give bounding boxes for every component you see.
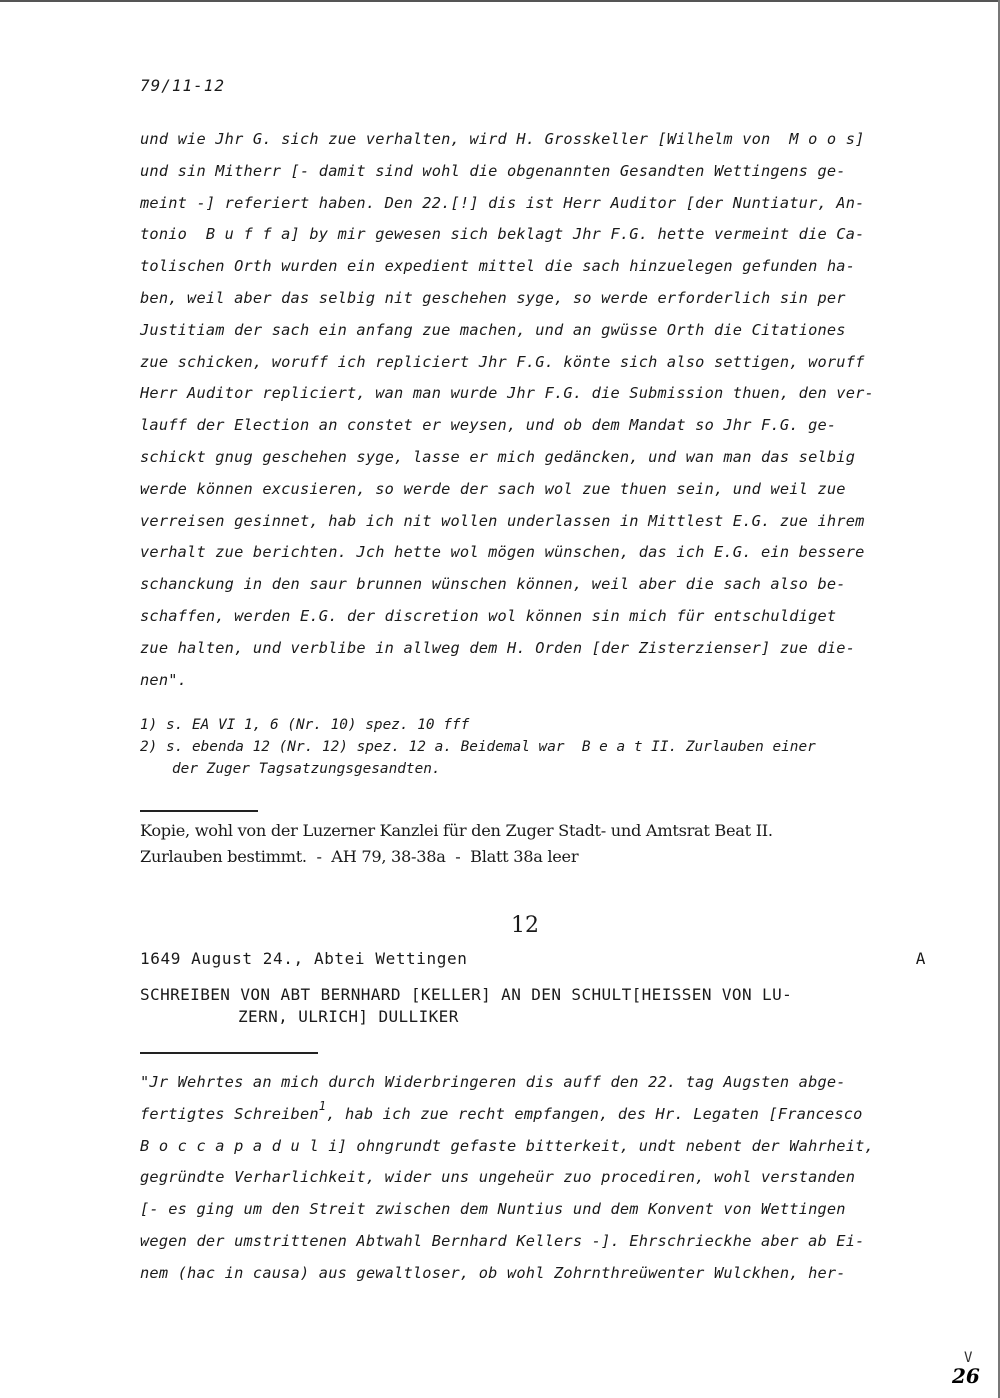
source-note-line: Kopie, wohl von der Luzerner Kanzlei für den Zuger Stadt- und Amtsrat Beat II. [140, 821, 773, 840]
text-line: und wie Jhr G. sich zue verhalten, wird H. Grosskeller [Wilhelm von M o o s] [140, 130, 865, 148]
document-number: 12 [511, 913, 539, 938]
text-line: verhalt zue berichten. Jch hette wol mögen wünschen, das ich E.G. ein bessere [140, 543, 865, 562]
handwritten-folio-number: 26 [952, 1364, 980, 1388]
page-identifier: 79/11-12 [140, 76, 226, 95]
text-line: zue schicken, woruff ich repliciert Jhr F.G. könte sich also settigen, woruff [140, 352, 865, 371]
text-line: B o c c a p a d u l i] ohngrundt gefaste bitterkeit, undt nebent der Wahrheit, [140, 1136, 874, 1155]
footnote-2: 2) s. ebenda 12 (Nr. 12) spez. 12 a. Beidemal war B e a t II. Zurlauben einer [140, 739, 816, 755]
text-line: und sin Mitherr [- damit sind wohl die obgenannten Gesandten Wettingens ge- [140, 161, 846, 180]
footnotes [140, 714, 940, 780]
text-line: nen". [140, 670, 188, 689]
footnote-reference: 1 [318, 1098, 327, 1113]
text-line: meint -] referiert haben. Den 22.[!] dis ist Herr Auditor [der Nuntiatur, An- [140, 193, 865, 212]
text-segment: fertigtes Schreiben [140, 1104, 319, 1123]
footnote-1: 1) s. EA VI 1, 6 (Nr. 10) spez. 10 fff [140, 717, 470, 733]
divider-line [140, 1052, 318, 1054]
letter-continuation-text [140, 124, 930, 696]
source-note [140, 818, 940, 870]
handwritten-mark: V [964, 1350, 973, 1366]
text-line: schickt gnug geschehen syge, lasse er mich gedäncken, und wan man das selbig [140, 447, 856, 466]
footnote-2-continuation: der Zuger Tagsatzungsgesandten. [172, 761, 441, 777]
text-line: zue halten, und verblibe in allweg dem H. Orden [der Zisterzienser] zue die- [140, 638, 856, 657]
document-heading [140, 984, 930, 1028]
text-line: lauff der Election an constet er weysen, und ob dem Mandat so Jhr F.G. ge- [140, 416, 837, 435]
text-line: Justitiam der sach ein anfang zue machen, und an gwüsse Orth die Citationes [140, 320, 846, 339]
text-line: nem (hac in causa) aus gewaltloser, ob wohl Zohrnthreüwenter Wulckhen, her- [140, 1263, 846, 1282]
text-line: gegründte Verharlichkeit, wider uns ungeheür zuo procediren, wohl verstanden [140, 1168, 856, 1187]
document-type-letter: A [915, 949, 926, 968]
text-line [140, 1099, 930, 1131]
text-line: werde können excusieren, so werde der sach wol zue thuen sein, und weil zue [140, 479, 846, 498]
text-line: Herr Auditor repliciert, wan man wurde Jhr F.G. die Submission thuen, den ver- [140, 384, 874, 403]
scan-border-top [0, 0, 1000, 2]
text-line: tonio B u f f a] by mir gewesen sich beklagt Jhr F.G. hette vermeint die Ca- [140, 225, 865, 244]
heading-line: ZERN, ULRICH] DULLIKER [238, 1007, 459, 1026]
text-line: tolischen Orth wurden ein expedient mittel die sach hinzuelegen gefunden ha- [140, 257, 856, 276]
text-line: [- es ging um den Streit zwischen dem Nuntius und dem Konvent von Wettingen [140, 1200, 846, 1219]
text-segment: , hab ich zue recht empfangen, des Hr. Legaten [Francesco [326, 1104, 863, 1123]
source-note-line: Zurlauben bestimmt. - AH 79, 38-38a - Blatt 38a leer [140, 847, 579, 866]
text-line: schanckung in den saur brunnen wünschen können, weil aber die sach also be- [140, 575, 846, 594]
document-date-place: 1649 August 24., Abtei Wettingen [140, 949, 468, 968]
text-line: "Jr Wehrtes an mich durch Widerbringeren dis auff den 22. tag Augsten abge- [140, 1073, 846, 1091]
text-line: schaffen, werden E.G. der discretion wol können sin mich für entschuldiget [140, 606, 837, 625]
document-date-line [140, 948, 926, 970]
text-line: verreisen gesinnet, hab ich nit wollen underlassen in Mittlest E.G. zue ihrem [140, 511, 865, 530]
letter-text [140, 1067, 930, 1290]
text-line: wegen der umstrittenen Abtwahl Bernhard Kellers -]. Ehrschrieckhe aber ab Ei- [140, 1231, 865, 1250]
text-line: ben, weil aber das selbig nit geschehen syge, so werde erforderlich sin per [140, 288, 846, 307]
heading-line: SCHREIBEN VON ABT BERNHARD [KELLER] AN DEN SCHULT[HEISSEN VON LU- [140, 985, 793, 1004]
divider-line [140, 810, 258, 812]
